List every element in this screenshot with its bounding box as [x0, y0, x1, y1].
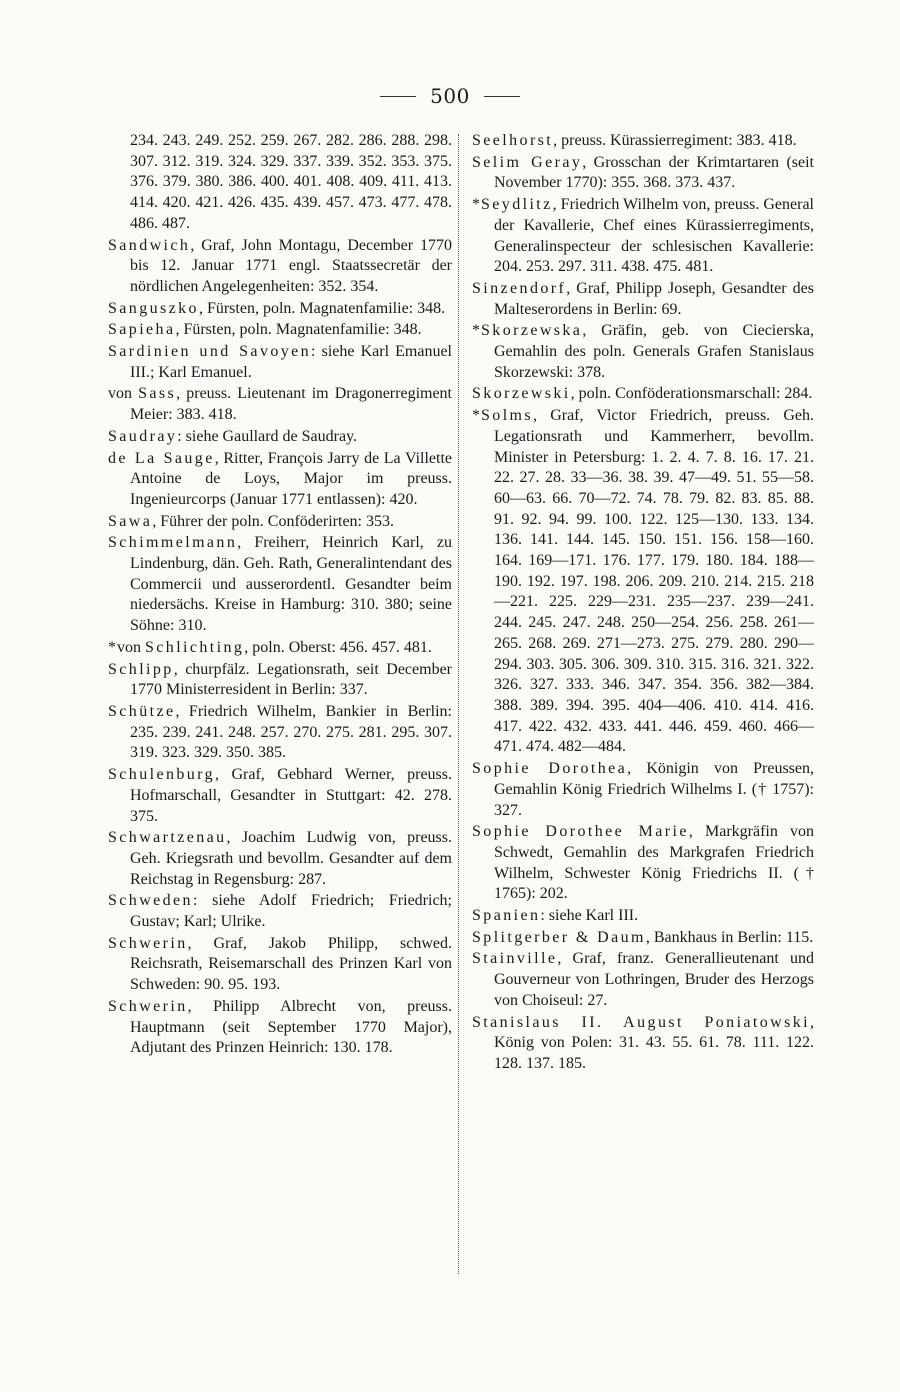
entry-text: , Graf, Gebhard Werner, preuss. Hofmarschall, Gesandter in Stuttgart: 42. 278. 375.	[130, 766, 452, 825]
asterisk-marker: *	[472, 322, 480, 340]
entry-headword: Skorzewski	[472, 385, 571, 403]
index-entry	[108, 384, 452, 425]
index-entry	[472, 406, 814, 758]
entry-headword: Skorzewska	[481, 322, 583, 340]
index-entry	[472, 1013, 814, 1075]
index-entry	[472, 279, 814, 320]
entry-headword: Stainville	[472, 950, 558, 968]
entry-headword: Schulenburg	[108, 766, 215, 784]
header-rule-right	[484, 96, 520, 97]
entry-text: , churpfälz. Legationsrath, seit December 1770 Ministerresident in Berlin: 337.	[130, 660, 452, 699]
entry-headword: Sawa	[108, 512, 153, 530]
header-rule-left	[380, 96, 416, 97]
entry-headword: Selim Geray	[472, 153, 583, 171]
page-header	[0, 84, 900, 108]
entry-headword: Seelhorst	[472, 132, 554, 149]
asterisk-marker: *	[108, 638, 116, 656]
entry-headword: Sinzendorf	[472, 279, 567, 297]
entry-text: , Markgräfin von Schwedt, Gemahlin des Markgrafen Friedrich Wilhelm, Schwester König Friedrichs II. († 1765): 202.	[494, 823, 814, 903]
entry-headword: Schütze	[108, 702, 176, 720]
asterisk-marker: *	[472, 407, 480, 425]
index-entry	[472, 906, 814, 927]
entry-text: , preuss. Lieutenant im Dragonerregiment Meier: 383. 418.	[130, 385, 452, 424]
entry-text: , Fürsten, poln. Magnatenfamilie: 348.	[175, 321, 422, 339]
entry-text: 234. 243. 249. 252. 259. 267. 282. 286. 288. 298. 307. 312. 319. 324. 329. 337. 339. 352. 353. 375. 376. 379. 380. 386. 400. 401. 408. 409. 411. 413. 414. 420. 421. 426. 435. 439. 457. 473. 477. 478. 486. 487.	[130, 132, 452, 232]
page-number: 500	[430, 84, 470, 108]
entry-text: , König von Polen: 31. 43. 55. 61. 78. 111. 122. 128. 137. 185.	[494, 1013, 814, 1072]
index-entry	[472, 949, 814, 1011]
entry-text: , Joachim Ludwig von, preuss. Geh. Kriegsrath und bevollm. Gesandter auf dem Reichstag in Regensburg: 287.	[130, 829, 452, 888]
entry-headword: Spanien	[472, 907, 541, 925]
entry-text: , Gräfin, geb. von Ciecierska, Gemahlin des poln. Generals Grafen Stanislaus Skorzewski: 378.	[494, 322, 814, 381]
entry-text: , Bankhaus in Berlin: 115.	[645, 928, 814, 946]
index-entry	[108, 533, 452, 637]
entry-text: , Friedrich Wilhelm von, preuss. General der Kavallerie, Chef eines Kürassierregiments, Generalinspecteur der schlesischen Kavallerie: 204. 253. 297. 311. 438. 475. 481.	[494, 196, 814, 276]
entry-text: , Graf, franz. Generallieutenant und Gouverneur von Lothringen, Bruder des Herzogs von Choiseul: 27.	[494, 950, 814, 1009]
entry-text: , Graf, Jakob Philipp, schwed. Reichsrath, Reisemarschall des Prinzen Karl von Schweden: 90. 95. 193.	[130, 934, 452, 994]
entry-text: , poln. Conföderationsmarschall: 284.	[570, 385, 813, 403]
index-entry	[108, 299, 452, 320]
entry-headword: Sanguszko	[108, 299, 199, 317]
entry-text: : siehe Karl Emanuel III.; Karl Emanuel.	[130, 343, 452, 381]
entry-text: : siehe Gaullard de Saudray.	[177, 427, 358, 445]
entry-text: , Freiherr, Heinrich Karl, zu Lindenburg, dän. Geh. Rath, Generalintendant des Commercii und ausserordentl. Gesandter beim niedersächs. Kreise in Hamburg: 310. 380; seine Söhne: 310.	[130, 534, 452, 635]
index-entry	[472, 131, 814, 152]
entry-headword: Sass	[138, 385, 177, 403]
index-entry	[472, 759, 814, 821]
entry-text: , preuss. Kürassierregiment: 383. 418.	[553, 132, 797, 149]
index-entry	[108, 638, 452, 659]
index-entry	[108, 236, 452, 298]
entry-text: , Graf, Philipp Joseph, Gesandter des Malteserordens in Berlin: 69.	[494, 279, 814, 318]
index-column-left	[108, 131, 452, 1060]
entry-headword: Solms	[481, 407, 534, 425]
entry-headword: Schwerin	[108, 934, 188, 952]
column-divider	[458, 134, 459, 1274]
entry-text: : siehe Adolf Friedrich; Friedrich; Gustav; Karl; Ulrike.	[130, 892, 452, 931]
index-entry	[108, 934, 452, 996]
entry-prefix: von	[117, 638, 145, 656]
index-column-right	[472, 131, 814, 1076]
entry-headword: Schwartzenau	[108, 829, 227, 847]
entry-text: , Philipp Albrecht von, preuss. Hauptmann (seit September 1770 Major), Adjutant des Prinzen Heinrich: 130. 178.	[130, 997, 452, 1057]
index-entry	[108, 765, 452, 827]
index-entry	[108, 449, 452, 511]
index-entry	[108, 660, 452, 701]
index-entry	[108, 828, 452, 890]
entry-headword: Sapieha	[108, 321, 176, 339]
entry-text: , Graf, Victor Friedrich, preuss. Geh. Legationsrath und Kammerherr, bevollm. Minister in Petersburg: 1. 2. 4. 7. 8. 16. 17. 21. 22. 27. 28. 33—36. 38. 39. 47—49. 51. 55—58. 60—63. 66. 70—72. 74. 78. 79. 82. 83. 85. 88. 91. 92. 94. 99. 100. 122. 125—130. 133. 134. 136. 141. 144. 145. 150. 151. 156. 158—160. 164. 169—171. 176. 177. 179. 180. 184. 188—190. 192. 197. 198. 206. 209. 210. 214. 215. 218—221. 225. 229—231. 235—237. 239—241. 244. 245. 247. 248. 250—254. 256. 258. 261—265. 268. 269. 271—273. 275. 279. 280. 290—294. 303. 305. 306. 309. 310. 315. 316. 321. 322. 326. 327. 333. 346. 347. 354. 356. 382—384. 388. 389. 394. 395. 404—406. 410. 414. 416. 417. 422. 432. 433. 441. 446. 459. 460. 466—471. 474. 482—484.	[494, 407, 814, 756]
index-entry	[472, 153, 814, 194]
entry-text: , Grosschan der Krimtartaren (seit November 1770): 355. 368. 373. 437.	[494, 153, 814, 192]
index-entry	[108, 891, 452, 932]
entry-headword: Schlipp	[108, 660, 174, 678]
entry-text: , Graf, John Montagu, December 1770 bis 12. Januar 1771 engl. Staatssecretär der nördlichen Angelegenheiten: 352. 354.	[130, 236, 452, 295]
entry-text: , Fürsten, poln. Magnatenfamilie: 348.	[198, 299, 446, 317]
entry-text: , Ritter, François Jarry de La Villette Antoine de Loys, Major im preuss. Ingenieurcorps (Januar 1771 entlassen): 420.	[130, 449, 453, 508]
index-entry	[108, 342, 452, 383]
index-entry	[472, 822, 814, 905]
entry-headword: de La Sauge	[108, 449, 215, 467]
index-entry	[108, 427, 452, 448]
entry-text: , Friedrich Wilhelm, Bankier in Berlin: 235. 239. 241. 248. 257. 270. 275. 281. 295. 307. 319. 323. 329. 350. 385.	[130, 702, 452, 762]
entry-text: : siehe Karl III.	[540, 907, 639, 925]
entry-headword: Schlichting	[145, 638, 245, 656]
index-entry	[108, 512, 452, 533]
entry-headword: Splitgerber & Daum	[472, 928, 646, 946]
index-entry	[108, 131, 452, 235]
entry-headword: Schwerin	[108, 997, 188, 1015]
asterisk-marker: *	[472, 196, 480, 214]
entry-headword: Sophie Dorothea	[472, 760, 628, 778]
index-entry	[472, 321, 814, 383]
entry-headword: Stanislaus II. August Poniatowski	[472, 1013, 810, 1031]
entry-headword: Seydlitz	[481, 196, 553, 214]
entry-headword: Schweden	[108, 892, 193, 910]
entry-text: , Führer der poln. Conföderirten: 353.	[152, 512, 394, 530]
entry-headword: Saudray	[108, 427, 178, 445]
index-entry	[108, 702, 452, 764]
index-entry	[472, 195, 814, 278]
entry-headword: Schimmelmann	[108, 534, 238, 552]
index-entry	[472, 384, 814, 405]
entry-prefix: von	[108, 385, 139, 403]
entry-text: , poln. Oberst: 456. 457. 481.	[244, 638, 432, 656]
entry-headword: Sandwich	[108, 236, 191, 254]
entry-headword: Sophie Dorothee Marie	[472, 823, 689, 841]
entry-text: , Königin von Preussen, Gemahlin König Friedrich Wilhelms I. († 1757): 327.	[494, 760, 814, 819]
index-entry	[472, 928, 814, 949]
entry-headword: Sardinien und Savoyen	[108, 343, 312, 361]
index-entry	[108, 997, 452, 1059]
index-entry	[108, 320, 452, 341]
